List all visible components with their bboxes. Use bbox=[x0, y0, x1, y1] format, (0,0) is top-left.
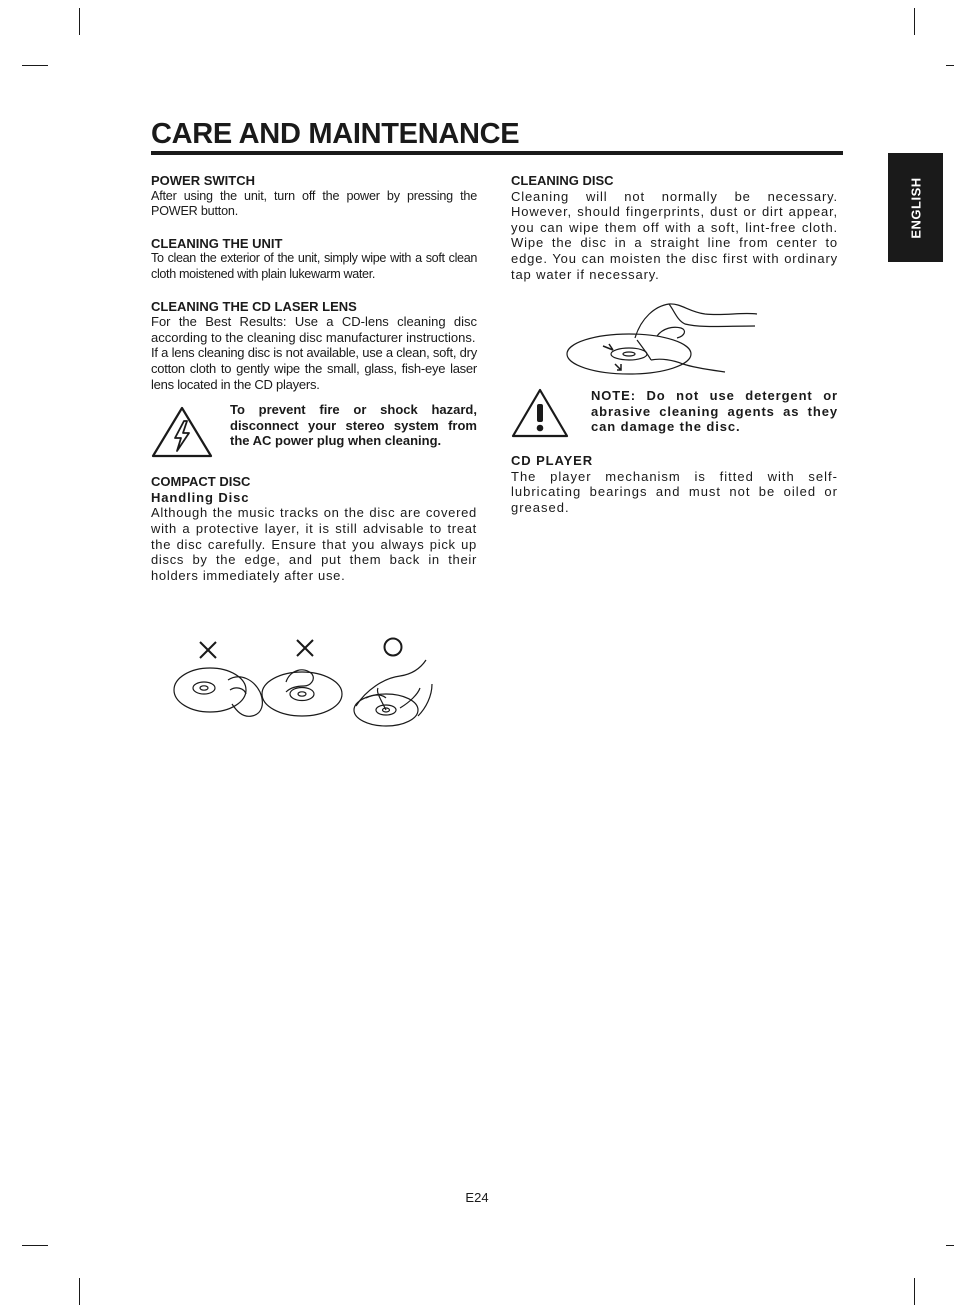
shock-warning-text: To prevent fire or shock hazard, disconnect your stereo system from the AC power plug when cleaning. bbox=[230, 402, 477, 449]
spacer bbox=[151, 220, 477, 236]
cleaning-unit-text: To clean the exterior of the unit, simply wipe with a soft clean cloth moistened with plain lukewarm water. bbox=[151, 251, 477, 281]
crop-mark bbox=[79, 8, 80, 35]
compact-disc-text: Although the music tracks on the disc are covered with a protective layer, it is still advisable to treat the disc carefully. Ensure that you always pick up discs by the edge, and put them back in their holders immediately after use. bbox=[151, 505, 477, 583]
crop-mark bbox=[914, 1278, 915, 1305]
cleaning-lens-text-2: If a lens cleaning disc is not available, use a clean, soft, dry cotton cloth to gently wipe the small, glass, fish-eye laser lens located in the CD players. bbox=[151, 345, 477, 392]
crop-mark bbox=[22, 1245, 48, 1246]
cleaning-lens-heading: CLEANING THE CD LASER LENS bbox=[151, 298, 357, 314]
page-title: CARE AND MAINTENANCE bbox=[151, 118, 520, 150]
cross-mark-icon bbox=[297, 640, 313, 656]
note-text: NOTE: Do not use detergent or abrasive cleaning agents as they can damage the disc. bbox=[591, 388, 838, 435]
cleaning-lens-text-1: For the Best Results: Use a CD-lens cleaning disc according to the cleaning disc manufacturer instructions. bbox=[151, 314, 477, 345]
cd-player-heading: CD PLAYER bbox=[511, 453, 594, 469]
title-rule bbox=[151, 151, 843, 155]
exclamation-warning-icon bbox=[511, 388, 591, 438]
disc-handling-illustration bbox=[170, 632, 440, 732]
page-number: E24 bbox=[465, 1190, 489, 1205]
lightning-warning-icon bbox=[151, 402, 230, 458]
power-switch-text: After using the unit, turn off the power by pressing the POWER button. bbox=[151, 188, 477, 219]
power-switch-heading: POWER SWITCH bbox=[151, 173, 255, 188]
spacer bbox=[151, 283, 477, 299]
crop-mark bbox=[79, 1278, 80, 1305]
cd-player-text: The player mechanism is fitted with self-lubricating bearings and must not be oiled or greased. bbox=[511, 468, 838, 515]
spacer bbox=[511, 438, 838, 453]
handling-disc-subheading: Handling Disc bbox=[151, 489, 250, 505]
left-column bbox=[151, 173, 477, 583]
cross-mark-icon bbox=[200, 642, 216, 658]
crop-mark bbox=[946, 1245, 954, 1246]
cleaning-disc-heading: CLEANING DISC bbox=[511, 173, 614, 188]
wipe-disc-illustration bbox=[565, 298, 765, 380]
compact-disc-heading: COMPACT DISC bbox=[151, 474, 251, 490]
spacer bbox=[151, 458, 477, 474]
shock-warning bbox=[151, 402, 477, 458]
circle-mark-icon bbox=[385, 639, 402, 656]
cleaning-disc-text: Cleaning will not normally be necessary. However, should fingerprints, dust or dirt appear, you can wipe them off with a soft, lint-free cloth. Wipe the disc in a straight line from center to edge. You can moisten the disc first with ordinary tap water if necessary. bbox=[511, 188, 838, 282]
language-tab-label: ENGLISH bbox=[908, 176, 923, 239]
cleaning-unit-heading: CLEANING THE UNIT bbox=[151, 235, 283, 251]
crop-mark bbox=[914, 8, 915, 35]
crop-mark bbox=[946, 65, 954, 66]
right-column bbox=[511, 173, 838, 516]
note-warning bbox=[511, 388, 838, 438]
language-tab bbox=[888, 153, 943, 262]
crop-mark bbox=[22, 65, 48, 66]
